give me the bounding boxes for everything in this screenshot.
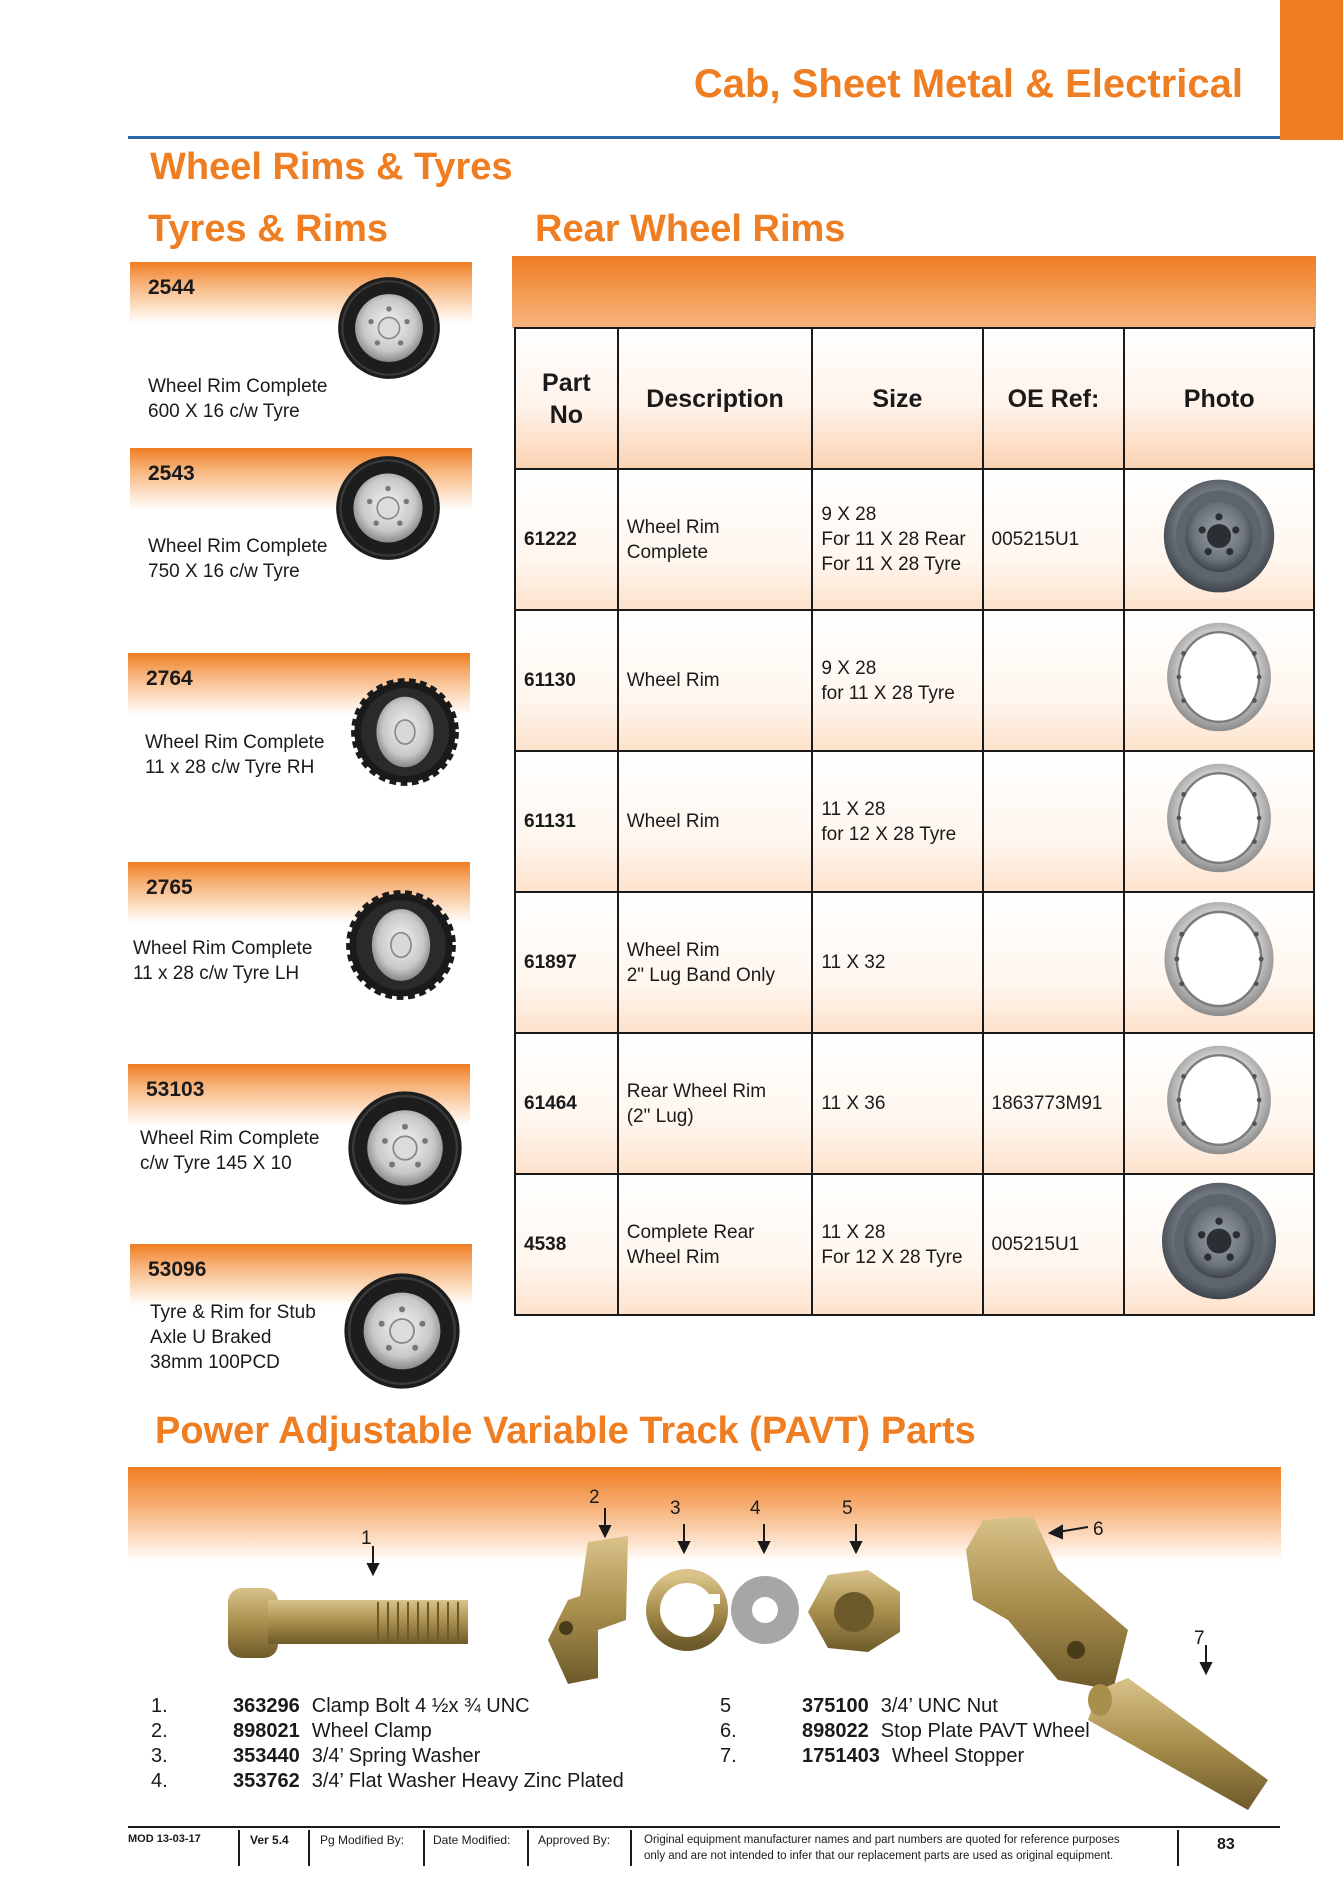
tractor-tyre-image — [350, 660, 460, 804]
header-rule — [128, 136, 1280, 139]
wheel-tyre-image — [342, 1262, 462, 1400]
stop-plate-image — [966, 1516, 1128, 1690]
pavt-parts-list-left — [151, 1694, 624, 1794]
part-number: 53096 — [148, 1258, 207, 1281]
page-number: 83 — [1217, 1836, 1235, 1853]
page-title: Cab, Sheet Metal & Electrical — [693, 62, 1243, 106]
wheel-tyre-image — [334, 454, 442, 562]
part-number: 53103 — [146, 1078, 205, 1101]
list-item: 7. 1751403 Wheel Stopper — [720, 1745, 1025, 1767]
photo-cell — [1124, 751, 1314, 892]
clamp-bolt-image — [228, 1588, 468, 1658]
pavt-parts-list-right — [720, 1694, 1090, 1769]
footer-approved: Approved By: — [538, 1833, 611, 1847]
callout-3: 3 — [670, 1498, 681, 1519]
list-item: 3. 353440 3/4’ Spring Washer — [151, 1745, 481, 1767]
list-item: 6. 898022 Stop Plate PAVT Wheel — [720, 1720, 1090, 1742]
photo-cell — [1124, 892, 1314, 1033]
tractor-tyre-image — [345, 872, 457, 1018]
photo-cell — [1124, 469, 1314, 610]
callout-5: 5 — [842, 1498, 853, 1519]
part-number-cell: 61222 — [515, 469, 618, 610]
footer-separator — [527, 1830, 529, 1866]
part-number: 2543 — [148, 462, 195, 485]
table-row — [515, 751, 1314, 892]
oe-ref-cell: 005215U1 — [983, 1174, 1125, 1315]
callout-1: 1 — [361, 1528, 372, 1549]
footer-separator — [630, 1830, 632, 1866]
size-cell: 11 X 32 — [812, 892, 982, 1033]
oe-ref-cell — [983, 610, 1125, 751]
part-number: 2544 — [148, 276, 195, 299]
oe-ref-cell: 1863773M91 — [983, 1033, 1125, 1174]
footer-separator — [238, 1830, 240, 1866]
wheel-tyre-image — [336, 274, 442, 382]
section-title: Wheel Rims & Tyres — [150, 146, 513, 188]
description-cell: Wheel Rim Complete — [618, 469, 813, 610]
list-item: 4. 353762 3/4’ Flat Washer Heavy Zinc Plated — [151, 1770, 624, 1792]
rim-photo — [1160, 615, 1278, 739]
footer-separator — [308, 1830, 310, 1866]
list-item: 2. 898021 Wheel Clamp — [151, 1720, 432, 1742]
product-description: Wheel Rim Complete c/w Tyre 145 X 10 — [140, 1128, 320, 1174]
size-cell: 11 X 28 for 12 X 28 Tyre — [812, 751, 982, 892]
callout-4: 4 — [750, 1498, 761, 1519]
oe-ref-cell: 005215U1 — [983, 469, 1125, 610]
rim-photo — [1157, 1179, 1281, 1303]
rim-photo — [1157, 897, 1281, 1021]
rims-title: Rear Wheel Rims — [535, 208, 846, 250]
col-header-oe-ref: OE Ref: — [983, 328, 1125, 469]
description-cell: Complete Rear Wheel Rim — [618, 1174, 813, 1315]
size-cell: 11 X 36 — [812, 1033, 982, 1174]
callout-7: 7 — [1194, 1628, 1205, 1649]
wheel-stopper-image — [1088, 1678, 1268, 1810]
corner-tab — [1280, 0, 1343, 140]
callout-6: 6 — [1093, 1519, 1104, 1540]
footer-separator — [1177, 1830, 1179, 1866]
list-item: 5 375100 3/4’ UNC Nut — [720, 1695, 998, 1717]
col-header-description: Description — [618, 328, 813, 469]
callout-2: 2 — [589, 1487, 600, 1508]
footer-date-modified: Date Modified: — [433, 1833, 511, 1847]
footer-separator — [423, 1830, 425, 1866]
part-number-cell: 61130 — [515, 610, 618, 751]
part-number-cell: 61897 — [515, 892, 618, 1033]
photo-cell — [1124, 1174, 1314, 1315]
size-cell: 11 X 28 For 12 X 28 Tyre — [812, 1174, 982, 1315]
table-row — [515, 892, 1314, 1033]
part-number-cell: 61464 — [515, 1033, 618, 1174]
rim-photo — [1160, 1038, 1278, 1162]
footer-mod: MOD 13-03-17 — [128, 1833, 201, 1845]
photo-cell — [1124, 610, 1314, 751]
product-description: Wheel Rim Complete 11 x 28 c/w Tyre RH — [145, 732, 325, 778]
product-description: Tyre & Rim for Stub Axle U Braked 38mm 100PCD — [150, 1302, 316, 1373]
oe-ref-cell — [983, 751, 1125, 892]
rims-header-band — [512, 256, 1316, 328]
table-row — [515, 1033, 1314, 1174]
footer-disclaimer: Original equipment manufacturer names and part numbers are quoted for reference purposes only and are not intended to infer that our replacement parts are used as original equipment. — [644, 1834, 1120, 1862]
col-header-photo: Photo — [1124, 328, 1314, 469]
description-cell: Wheel Rim 2" Lug Band Only — [618, 892, 813, 1033]
rear-wheel-rims-table — [514, 327, 1315, 1316]
table-row — [515, 610, 1314, 751]
part-number-cell: 4538 — [515, 1174, 618, 1315]
wheel-clamp-image — [548, 1536, 628, 1684]
oe-ref-cell — [983, 892, 1125, 1033]
product-description: Wheel Rim Complete 11 x 28 c/w Tyre LH — [133, 938, 313, 984]
photo-cell — [1124, 1033, 1314, 1174]
spring-washer-image — [653, 1576, 721, 1644]
product-description: Wheel Rim Complete 600 X 16 c/w Tyre — [148, 376, 328, 422]
col-header-size: Size — [812, 328, 982, 469]
size-cell: 9 X 28 for 11 X 28 Tyre — [812, 610, 982, 751]
part-number: 2765 — [146, 876, 193, 899]
footer-version: Ver 5.4 — [250, 1833, 289, 1847]
size-cell: 9 X 28 For 11 X 28 Rear For 11 X 28 Tyre — [812, 469, 982, 610]
table-header-row — [515, 328, 1314, 469]
nut-image — [808, 1570, 900, 1652]
table-row — [515, 469, 1314, 610]
part-number: 2764 — [146, 667, 193, 690]
product-description: Wheel Rim Complete 750 X 16 c/w Tyre — [148, 536, 328, 582]
footer-pg-modified: Pg Modified By: — [320, 1833, 405, 1847]
part-number-cell: 61131 — [515, 751, 618, 892]
footer-rule — [128, 1826, 1280, 1828]
wheel-tyre-image — [346, 1086, 464, 1210]
description-cell: Rear Wheel Rim (2" Lug) — [618, 1033, 813, 1174]
pavt-title: Power Adjustable Variable Track (PAVT) Parts — [155, 1410, 976, 1452]
description-cell: Wheel Rim — [618, 751, 813, 892]
list-item: 1. 363296 Clamp Bolt 4 ½x ¾ UNC — [151, 1695, 530, 1717]
description-cell: Wheel Rim — [618, 610, 813, 751]
left-title: Tyres & Rims — [148, 208, 389, 250]
rim-photo — [1160, 756, 1278, 880]
table-row — [515, 1174, 1314, 1315]
flat-washer-image — [731, 1576, 799, 1644]
rim-photo — [1159, 474, 1279, 598]
col-header-part: Part No — [515, 328, 618, 469]
